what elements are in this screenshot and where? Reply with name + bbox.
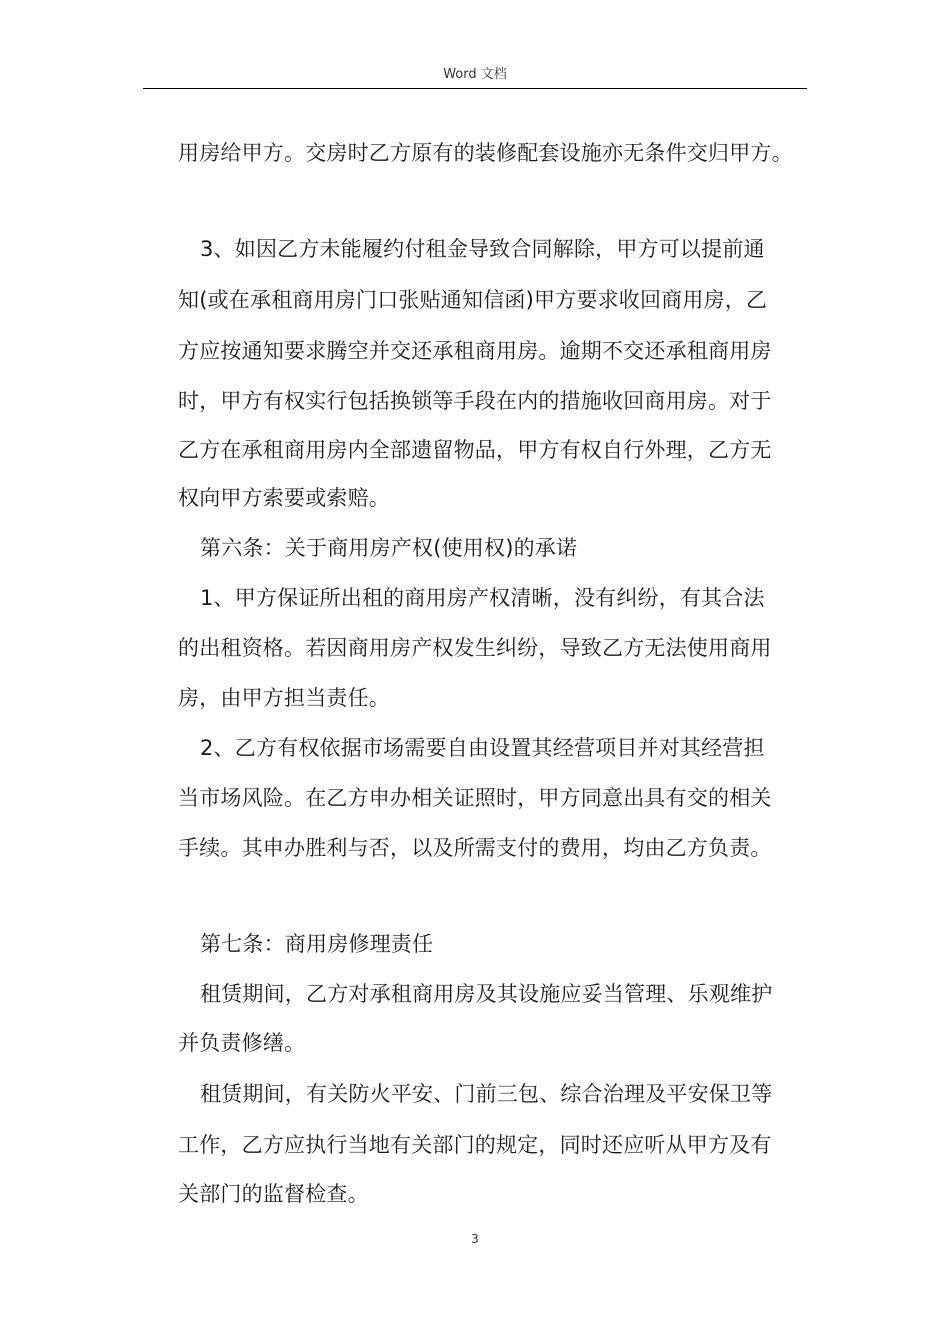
- body-line: 并负责修缮。: [178, 1031, 306, 1055]
- page-number: 3: [471, 1232, 479, 1246]
- body-line: 当市场风险。在乙方申办相关证照时，甲方同意出具有交的相关: [178, 786, 772, 810]
- body-line: 时，甲方有权实行包括换锁等手段在内的措施收回商用房。对于: [178, 389, 772, 413]
- body-line: 租赁期间，有关防火平安、门前三包、综合治理及平安保卫等: [200, 1082, 773, 1106]
- section-heading: 第七条：商用房修理责任: [200, 932, 434, 956]
- body-line: 的出租资格。若因商用房产权发生纠纷，导致乙方无法使用商用: [178, 636, 772, 660]
- page-header: Word 文档: [443, 67, 507, 82]
- body-line: 房，由甲方担当责任。: [178, 686, 390, 710]
- body-line: 租赁期间，乙方对承租商用房及其设施应妥当管理、乐观维护: [200, 982, 773, 1006]
- section-heading: 第六条：关于商用房产权(使用权)的承诺: [200, 536, 578, 560]
- body-line: 方应按通知要求腾空并交还承租商用房。逾期不交还承租商用房: [178, 339, 772, 363]
- body-line: 关部门的监督检查。: [178, 1182, 369, 1206]
- body-line: 2、乙方有权依据市场需要自由设置其经营项目并对其经营担: [200, 736, 765, 760]
- body-line: 知(或在承租商用房门口张贴通知信函)甲方要求收回商用房，乙: [178, 288, 768, 312]
- body-line: 乙方在承租商用房内全部遗留物品，甲方有权自行外理，乙方无: [178, 438, 772, 462]
- body-line: 1、甲方保证所出租的商用房产权清晰，没有纠纷，有其合法: [200, 586, 765, 610]
- body-line: 权向甲方索要或索赔。: [178, 486, 390, 510]
- body-line: 用房给甲方。交房时乙方原有的装修配套设施亦无条件交归甲方。: [178, 141, 793, 165]
- body-line: 手续。其申办胜利与否，以及所需支付的费用，均由乙方负责。: [178, 836, 772, 860]
- body-line: 工作，乙方应执行当地有关部门的规定，同时还应听从甲方及有: [178, 1133, 772, 1157]
- header-rule: [143, 88, 807, 89]
- body-line: 3、如因乙方未能履约付租金导致合同解除，甲方可以提前通: [200, 237, 765, 261]
